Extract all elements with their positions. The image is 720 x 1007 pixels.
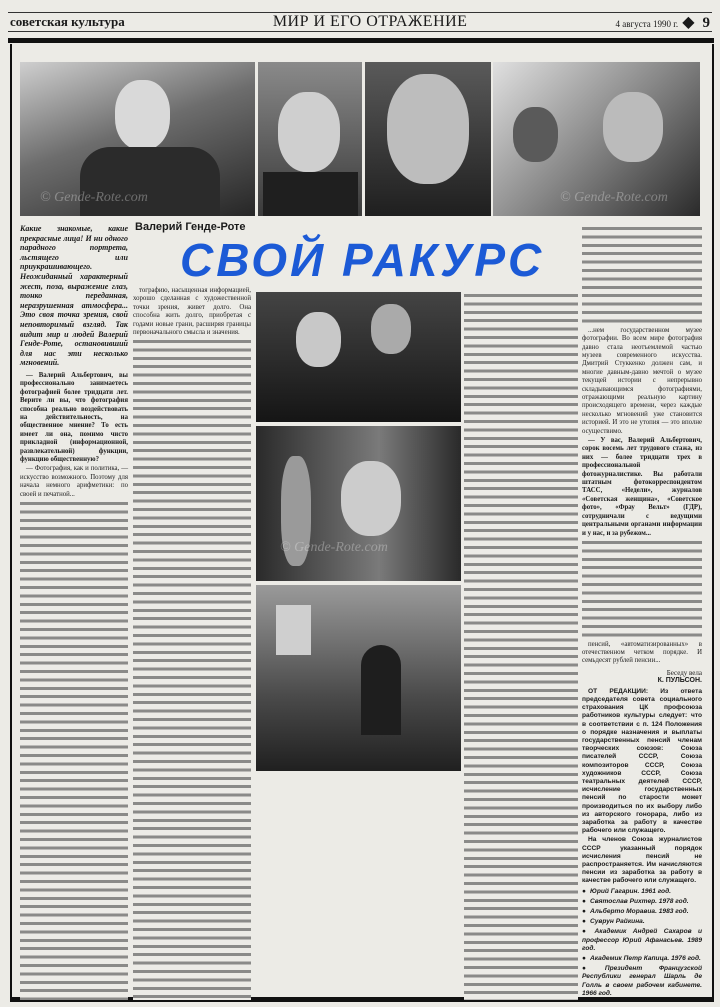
museum-paragraph: ...нем государственном музее фотографии. Во всем мире фотография давно стала неотъемлемой частью музеев современного искусства. Дмитрий Стуккенко должен сам, и многие давным-давно мечтой о музее текущей истории с непрерывно складывающимся фотографиями, отражающими реальную картину происходящего времени, через каждые несколько мгновений уже становится историей. И это не утопия — это вполне осуществимо. (582, 326, 702, 435)
masthead (8, 12, 712, 32)
photo-sakharov-afanasyev (256, 292, 461, 422)
body-text (20, 500, 128, 1000)
diamond-icon: ◆ (682, 14, 695, 31)
watermark: © Gende-Rote.com (280, 540, 388, 555)
caption-item: ● Академик Андрей Сахаров и профессор Юрий Афанасьев. 1989 год. (582, 928, 702, 953)
page-number: 9 (702, 15, 710, 31)
caption-item: ● Суврун Райкина. (582, 918, 702, 926)
pension-paragraph: пенсий, «автоматизированных» в отечественном четком порядке. И семьдесят рублей пенсии... (582, 640, 702, 665)
editor-note: Из ответа председателя совета социального страхования ЦК профсоюза работников культуры следует: что в соответствии с п. 124 Положения о порядке назначения и выплаты государственных пенсий членам творческих союзов: Союза писателей СССР, Союза композиторов СССР, Союза художников СССР, Союза театральных деятелей СССР, исчисление государственных пенсий по старости может производиться по их выбору либо из авторского гонорара, либо из заработка за работу в качестве рабочего или служащего. (582, 687, 702, 835)
editor-note-2: На членов Союза журналистов СССР указанный порядок исчисления пенсий не распространяется. Им начисляются пенсии из заработка за работу в качестве рабочего или служащего. (582, 836, 702, 885)
column-6 (582, 225, 702, 1000)
header-rule (8, 38, 714, 43)
interviewer-credit: Беседу вела К. ПУЛЬСОН. (582, 669, 702, 686)
body-text (582, 225, 702, 327)
answer-1: — Фотография, как и политика, — искусство возможного. Поэтому для начала немного арифметики: по своей и печатной... (20, 465, 128, 498)
caption-item: ● Академик Петр Капица. 1976 год. (582, 955, 702, 963)
photo-captions (582, 888, 702, 998)
caption-item: ● Юрий Гагарин. 1961 год. (582, 888, 702, 896)
author-byline: Валерий Генде-Роте (135, 221, 246, 233)
photo-gagarin (20, 62, 255, 216)
watermark: © Gende-Rote.com (40, 190, 148, 205)
newspaper-name: советская культура (10, 14, 125, 29)
article-intro: Какие знакомые, какие прекрасные лица! И ни одного парадного портрета, льстящего или приукрашивающего. Неожиданный характерный жест, поза, выражение глаз, тонко переданная, неразрушенная атмосфера... Это своя точка зрения, свой неповторимый взгляд. Так видит мир и людей Валерий Генде-Роте, остановивший для нас эти несколько мгновений. (20, 224, 128, 368)
photo-richter (258, 62, 362, 216)
photo-de-gaulle (256, 585, 461, 771)
question-1: — Валерий Альбертович, вы профессионально занимаетесь фотографией более тридцати лет. Верите ли вы, что фотография способна реально воздействовать на действительность, на общественное мнение? То есть имеет ли она, помимо чисто прикладной (информационной, развлекательной) функции, функцию общественную? (20, 371, 128, 463)
watermark: © Gende-Rote.com (560, 190, 668, 205)
editor-note-box (582, 688, 702, 1000)
photo-kapitsa (256, 426, 461, 581)
body-paragraph: тографию, насыщенная информацией, хорошо сделанная с художественной точки зрения, живет долго. Она способна жить долго, приобретая с годами новые грани, расширяя границы первоначального смысла и значения. (133, 287, 251, 337)
editor-label: ОТ РЕДАКЦИИ: (588, 687, 649, 695)
article-headline: СВОЙ РАКУРС (180, 234, 545, 286)
body-text (582, 539, 702, 641)
column-1 (20, 224, 128, 1000)
column-2 (133, 287, 251, 1000)
photo-moravia (365, 62, 491, 216)
interviewer-name: К. ПУЛЬСОН. (657, 677, 702, 685)
issue-date: 4 августа 1990 г. (615, 19, 679, 29)
photo-raikina (493, 62, 700, 216)
column-5 (464, 292, 578, 1000)
body-text (464, 292, 578, 1000)
caption-item: ● Президент Французской Республики генерал Шарль де Голль в своем рабочем кабинете. 1966 год. (582, 965, 702, 998)
caption-item: ● Альберто Моравиа. 1983 год. (582, 908, 702, 916)
caption-item: ● Святослав Рихтер. 1978 год. (582, 898, 702, 906)
question-pension: — У вас, Валерий Альбертович, сорок восемь лет трудового стажа, из них — более тридцати трех в профессиональной фотожурналистике. Вы работали штатным фотокорреспондентом ТАСС, «Недели», журналов «Советская женщина», «Советское фото», «Фрау Вельт» (ГДР), сотрудничали с ведущими центральными органами информации и у нас, и за рубежом... (582, 437, 702, 537)
section-title: МИР И ЕГО ОТРАЖЕНИЕ (272, 13, 468, 30)
body-text (133, 338, 251, 1000)
